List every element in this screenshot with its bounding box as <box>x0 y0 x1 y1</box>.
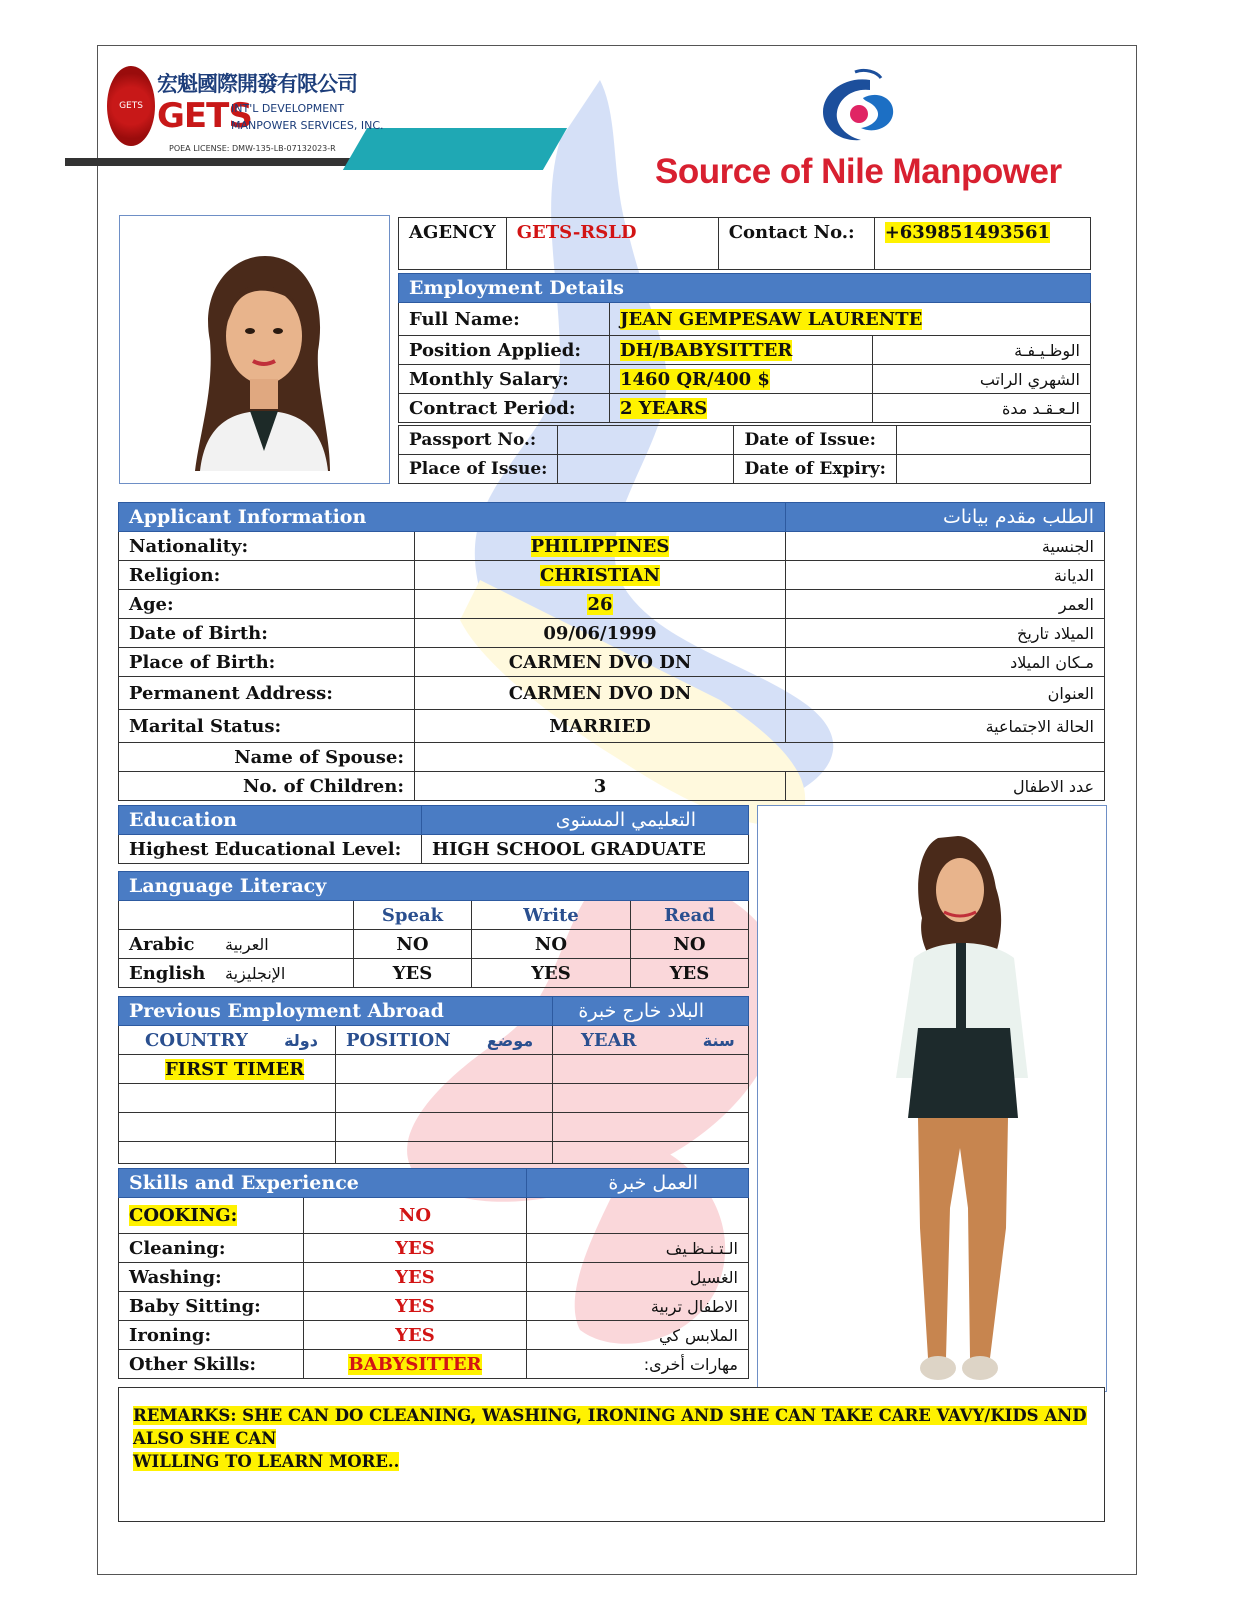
salary-value: 1460 QR/400 $ <box>620 368 770 390</box>
language-name: Arabic <box>129 933 195 955</box>
gets-logo <box>65 58 555 178</box>
prev-row-2-country <box>119 1084 336 1113</box>
applicant-field-value-cell <box>415 590 786 619</box>
education-title-ar: التعليمي المستوى <box>422 806 749 835</box>
applicant-portrait <box>190 251 335 471</box>
date-issue-label: Date of Issue: <box>734 426 896 455</box>
skill-ar: الـتـنـظـيف <box>527 1234 749 1263</box>
position-value: DH/BABYSITTER <box>620 339 793 361</box>
remarks-line-1: REMARKS: SHE CAN DO CLEANING, WASHING, IRONING AND SHE CAN TAKE CARE VAVY/KIDS AND ALSO SHE CAN <box>133 1406 1087 1448</box>
skills-title: Skills and Experience <box>119 1169 527 1198</box>
cooking-ar <box>527 1198 749 1234</box>
skill-ar: الغسيل <box>527 1263 749 1292</box>
gets-sub2: MANPOWER SERVICES, INC. <box>231 119 384 132</box>
skill-ar: الملابس كي <box>527 1321 749 1350</box>
applicant-field-value: MARRIED <box>549 715 651 737</box>
prev-position-ar: موضع <box>486 1030 534 1050</box>
applicant-field-value: CHRISTIAN <box>540 564 660 586</box>
year-ar: سنة <box>702 1030 735 1050</box>
applicant-field-value: CARMEN DVO DN <box>508 651 692 673</box>
country-ar: دولة <box>284 1030 318 1050</box>
language-table <box>118 871 749 988</box>
prev-row-1-country <box>119 1055 336 1084</box>
position-ar: الوظـيـفـة <box>873 336 1091 365</box>
date-expiry-value <box>896 455 1090 484</box>
applicant-field-label: Age: <box>119 590 415 619</box>
contract-value: 2 YEARS <box>620 397 708 419</box>
previous-title-ar: البلاد خارج خبرة <box>553 997 749 1026</box>
applicant-photo-box <box>119 215 390 484</box>
cooking-value: NO <box>304 1198 527 1234</box>
applicant-field-label: Place of Birth: <box>119 648 415 677</box>
gets-teal-bar <box>343 128 567 170</box>
contract-cell <box>610 394 873 423</box>
agency-label: AGENCY <box>399 218 507 270</box>
language-name-ar: العربية <box>225 934 269 954</box>
other-skills-cell <box>304 1350 527 1379</box>
previous-title: Previous Employment Abroad <box>119 997 553 1026</box>
applicant-row <box>119 677 1105 710</box>
education-title: Education <box>119 806 422 835</box>
prev-row-1-year <box>553 1055 749 1084</box>
read-header: Read <box>631 901 749 930</box>
agency-value: GETS-RSLD <box>506 218 718 270</box>
prev-row-2-year <box>553 1084 749 1113</box>
speak-header: Speak <box>354 901 472 930</box>
edu-level-label: Highest Educational Level: <box>119 835 422 864</box>
language-name-cell <box>119 959 354 988</box>
full-name-label: Full Name: <box>399 303 610 336</box>
applicant-field-value: PHILIPPINES <box>530 535 670 557</box>
prev-position-label: POSITION <box>346 1029 451 1051</box>
gets-chinese-name: 宏魁國際開發有限公司 <box>157 72 357 96</box>
previous-table <box>118 996 749 1164</box>
children-value: 3 <box>415 772 786 801</box>
applicant-row <box>119 619 1105 648</box>
language-name: English <box>129 962 206 984</box>
skill-value: YES <box>304 1321 527 1350</box>
applicant-field-value-cell <box>415 710 786 743</box>
place-issue-value <box>558 455 734 484</box>
language-title: Language Literacy <box>119 872 749 901</box>
applicant-title-ar: الطلب مقدم بيانات <box>786 503 1105 532</box>
skills-title-ar: العمل خبرة <box>527 1169 749 1198</box>
prev-row-4-country <box>119 1142 336 1164</box>
salary-ar: الشهري الراتب <box>873 365 1091 394</box>
contract-label: Contract Period: <box>399 394 610 423</box>
write-header: Write <box>472 901 631 930</box>
other-skills-label: Other Skills: <box>119 1350 304 1379</box>
applicant-field-ar: العمر <box>786 590 1105 619</box>
applicant-row <box>119 710 1105 743</box>
applicant-field-ar: الحالة الاجتماعية <box>786 710 1105 743</box>
language-name-cell <box>119 930 354 959</box>
applicant-field-label: Nationality: <box>119 532 415 561</box>
passport-value <box>558 426 734 455</box>
applicant-field-value-cell <box>415 677 786 710</box>
children-label: No. of Children: <box>119 772 415 801</box>
employment-table <box>398 273 1091 423</box>
applicant-field-value: 09/06/1999 <box>543 622 657 644</box>
gets-seal-text: GETS <box>119 101 143 111</box>
language-speak-value: NO <box>354 930 472 959</box>
contact-cell <box>874 218 1090 270</box>
applicant-field-ar: الميلاد تاريخ <box>786 619 1105 648</box>
applicant-field-label: Marital Status: <box>119 710 415 743</box>
prev-row-3-year <box>553 1113 749 1142</box>
source-nile-logo-text: Source of Nile Manpower <box>655 152 1062 191</box>
edu-level-value: HIGH SCHOOL GRADUATE <box>422 835 749 864</box>
language-name-ar: الإنجليزية <box>225 963 286 983</box>
contact-label: Contact No.: <box>718 218 874 270</box>
cooking-label-cell <box>119 1198 304 1234</box>
prev-row-1-position <box>336 1055 553 1084</box>
full-body-photo <box>878 828 1048 1388</box>
skill-label: Cleaning: <box>119 1234 304 1263</box>
date-expiry-label: Date of Expiry: <box>734 455 896 484</box>
employment-title: Employment Details <box>399 274 1091 303</box>
gets-seal <box>107 66 155 146</box>
full-name-value: JEAN GEMPESAW LAURENTE <box>620 308 923 330</box>
passport-label: Passport No.: <box>399 426 558 455</box>
applicant-row <box>119 648 1105 677</box>
applicant-field-value-cell <box>415 532 786 561</box>
applicant-field-label: Date of Birth: <box>119 619 415 648</box>
applicant-field-label: Religion: <box>119 561 415 590</box>
other-skills-ar: مهارات أخرى: <box>527 1350 749 1379</box>
spouse-value <box>415 743 1105 772</box>
applicant-field-value: CARMEN DVO DN <box>508 682 692 704</box>
applicant-row <box>119 532 1105 561</box>
prev-row-2-position <box>336 1084 553 1113</box>
year-header <box>553 1026 749 1055</box>
applicant-row <box>119 561 1105 590</box>
language-read-value: NO <box>631 930 749 959</box>
salary-label: Monthly Salary: <box>399 365 610 394</box>
place-issue-label: Place of Issue: <box>399 455 558 484</box>
gets-license: POEA LICENSE: DMW-135-LB-07132023-R <box>169 144 336 153</box>
applicant-field-label: Permanent Address: <box>119 677 415 710</box>
cooking-label: COOKING: <box>129 1205 238 1226</box>
applicant-field-value-cell <box>415 619 786 648</box>
skill-label: Baby Sitting: <box>119 1292 304 1321</box>
country-header <box>119 1026 336 1055</box>
language-row <box>119 959 749 988</box>
children-ar: عدد الاطفال <box>786 772 1105 801</box>
date-issue-value <box>896 426 1090 455</box>
source-nile-emblem <box>815 68 905 146</box>
contract-ar: الـعـقـد مدة <box>873 394 1091 423</box>
full-body-photo-box <box>757 805 1107 1392</box>
spouse-label: Name of Spouse: <box>119 743 415 772</box>
remarks-line-2: WILLING TO LEARN MORE.. <box>133 1452 400 1471</box>
skill-value: YES <box>304 1263 527 1292</box>
position-cell <box>610 336 873 365</box>
language-row <box>119 930 749 959</box>
language-write-value: NO <box>472 930 631 959</box>
prev-row-3-position <box>336 1113 553 1142</box>
skill-row <box>119 1263 749 1292</box>
skills-table <box>118 1168 749 1379</box>
applicant-field-ar: الجنسية <box>786 532 1105 561</box>
skill-value: YES <box>304 1292 527 1321</box>
prev-row-3-country <box>119 1113 336 1142</box>
language-header-blank <box>119 901 354 930</box>
first-timer-value: FIRST TIMER <box>165 1058 305 1080</box>
position-header <box>336 1026 553 1055</box>
skill-label: Washing: <box>119 1263 304 1292</box>
country-label: COUNTRY <box>145 1029 248 1051</box>
language-read-value: YES <box>631 959 749 988</box>
applicant-field-value-cell <box>415 648 786 677</box>
applicant-table <box>118 502 1105 801</box>
skill-ar: الاطفال تربية <box>527 1292 749 1321</box>
skill-row <box>119 1292 749 1321</box>
language-speak-value: YES <box>354 959 472 988</box>
skill-label: Ironing: <box>119 1321 304 1350</box>
skill-row <box>119 1234 749 1263</box>
passport-table <box>398 425 1091 484</box>
other-skills-value: BABYSITTER <box>348 1353 482 1375</box>
applicant-row <box>119 590 1105 619</box>
applicant-field-ar: الديانة <box>786 561 1105 590</box>
prev-row-4-position <box>336 1142 553 1164</box>
language-write-value: YES <box>472 959 631 988</box>
salary-cell <box>610 365 873 394</box>
contact-value: +639851493561 <box>884 222 1051 243</box>
gets-sub1: INT'L DEVELOPMENT <box>231 102 345 115</box>
remarks-text <box>133 1404 1090 1473</box>
applicant-title: Applicant Information <box>119 503 786 532</box>
applicant-field-value: 26 <box>587 593 613 615</box>
applicant-field-ar: العنوان <box>786 677 1105 710</box>
applicant-field-value-cell <box>415 561 786 590</box>
position-label: Position Applied: <box>399 336 610 365</box>
skill-row <box>119 1321 749 1350</box>
full-name-cell <box>610 303 1091 336</box>
applicant-field-ar: مـكان الميلاد <box>786 648 1105 677</box>
agency-table <box>398 217 1091 270</box>
education-table <box>118 805 749 864</box>
gets-name: GETS <box>157 96 252 136</box>
skill-value: YES <box>304 1234 527 1263</box>
prev-row-4-year <box>553 1142 749 1164</box>
year-label: YEAR <box>581 1029 637 1051</box>
remarks-box <box>118 1387 1105 1522</box>
